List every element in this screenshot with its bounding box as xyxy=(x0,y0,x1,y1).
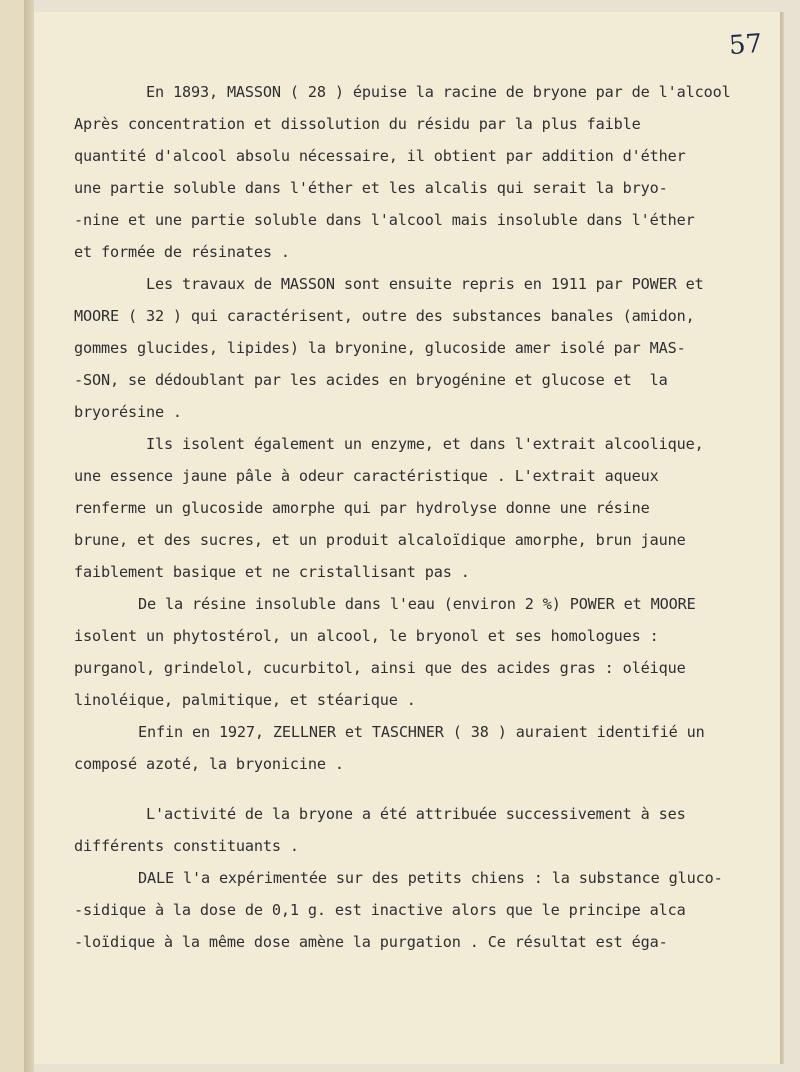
text-line: bryorésine . xyxy=(74,403,182,421)
paragraph xyxy=(74,716,764,780)
text-line: brune, et des sucres, et un produit alcaloïdique amorphe, brun jaune xyxy=(74,531,686,549)
text-line: linoléique, palmitique, et stéarique . xyxy=(74,691,416,709)
page-number: 57 xyxy=(727,28,764,62)
document-page xyxy=(34,12,782,1064)
text-line: En 1893, MASSON ( 28 ) épuise la racine de bryone par de l'alcool xyxy=(146,83,731,101)
paragraph xyxy=(74,76,764,268)
text-line: une partie soluble dans l'éther et les alcalis qui serait la bryo- xyxy=(74,179,668,197)
text-line: Enfin en 1927, ZELLNER et TASCHNER ( 38 ) auraient identifié un xyxy=(138,723,705,741)
paragraph xyxy=(74,588,764,716)
text-line: renferme un glucoside amorphe qui par hydrolyse donne une résine xyxy=(74,499,650,517)
document-text xyxy=(74,76,764,958)
text-line: -sidique à la dose de 0,1 g. est inactive alors que le principe alca xyxy=(74,901,686,919)
book-spine xyxy=(24,0,34,1072)
text-line: Les travaux de MASSON sont ensuite repris en 1911 par POWER et xyxy=(146,275,704,293)
paragraph xyxy=(74,268,764,428)
text-line: faiblement basique et ne cristallisant pas . xyxy=(74,563,470,581)
text-line: purganol, grindelol, cucurbitol, ainsi que des acides gras : oléique xyxy=(74,659,686,677)
paragraph xyxy=(74,862,764,958)
text-line: -loïdique à la même dose amène la purgation . Ce résultat est éga- xyxy=(74,933,668,951)
text-line: une essence jaune pâle à odeur caractéristique . L'extrait aqueux xyxy=(74,467,659,485)
text-line: -nine et une partie soluble dans l'alcool mais insoluble dans l'éther xyxy=(74,211,695,229)
text-line: isolent un phytostérol, un alcool, le bryonol et ses homologues : xyxy=(74,627,659,645)
text-line: et formée de résinates . xyxy=(74,243,290,261)
previous-page-edge xyxy=(0,0,25,1072)
paragraph xyxy=(74,798,764,862)
text-line: composé azoté, la bryonicine . xyxy=(74,755,344,773)
text-line: différents constituants . xyxy=(74,837,299,855)
text-line: DALE l'a expérimentée sur des petits chiens : la substance gluco- xyxy=(138,869,723,887)
text-line: Ils isolent également un enzyme, et dans l'extrait alcoolique, xyxy=(146,435,704,453)
text-line: De la résine insoluble dans l'eau (environ 2 %) POWER et MOORE xyxy=(138,595,696,613)
text-line: Après concentration et dissolution du résidu par la plus faible xyxy=(74,115,641,133)
paragraph xyxy=(74,428,764,588)
text-line: gommes glucides, lipides) la bryonine, glucoside amer isolé par MAS- xyxy=(74,339,686,357)
text-line: -SON, se dédoublant par les acides en bryogénine et glucose et la xyxy=(74,371,668,389)
paragraph-gap xyxy=(74,780,764,798)
text-line: L'activité de la bryone a été attribuée successivement à ses xyxy=(146,805,686,823)
text-line: MOORE ( 32 ) qui caractérisent, outre des substances banales (amidon, xyxy=(74,307,695,325)
text-line: quantité d'alcool absolu nécessaire, il obtient par addition d'éther xyxy=(74,147,686,165)
